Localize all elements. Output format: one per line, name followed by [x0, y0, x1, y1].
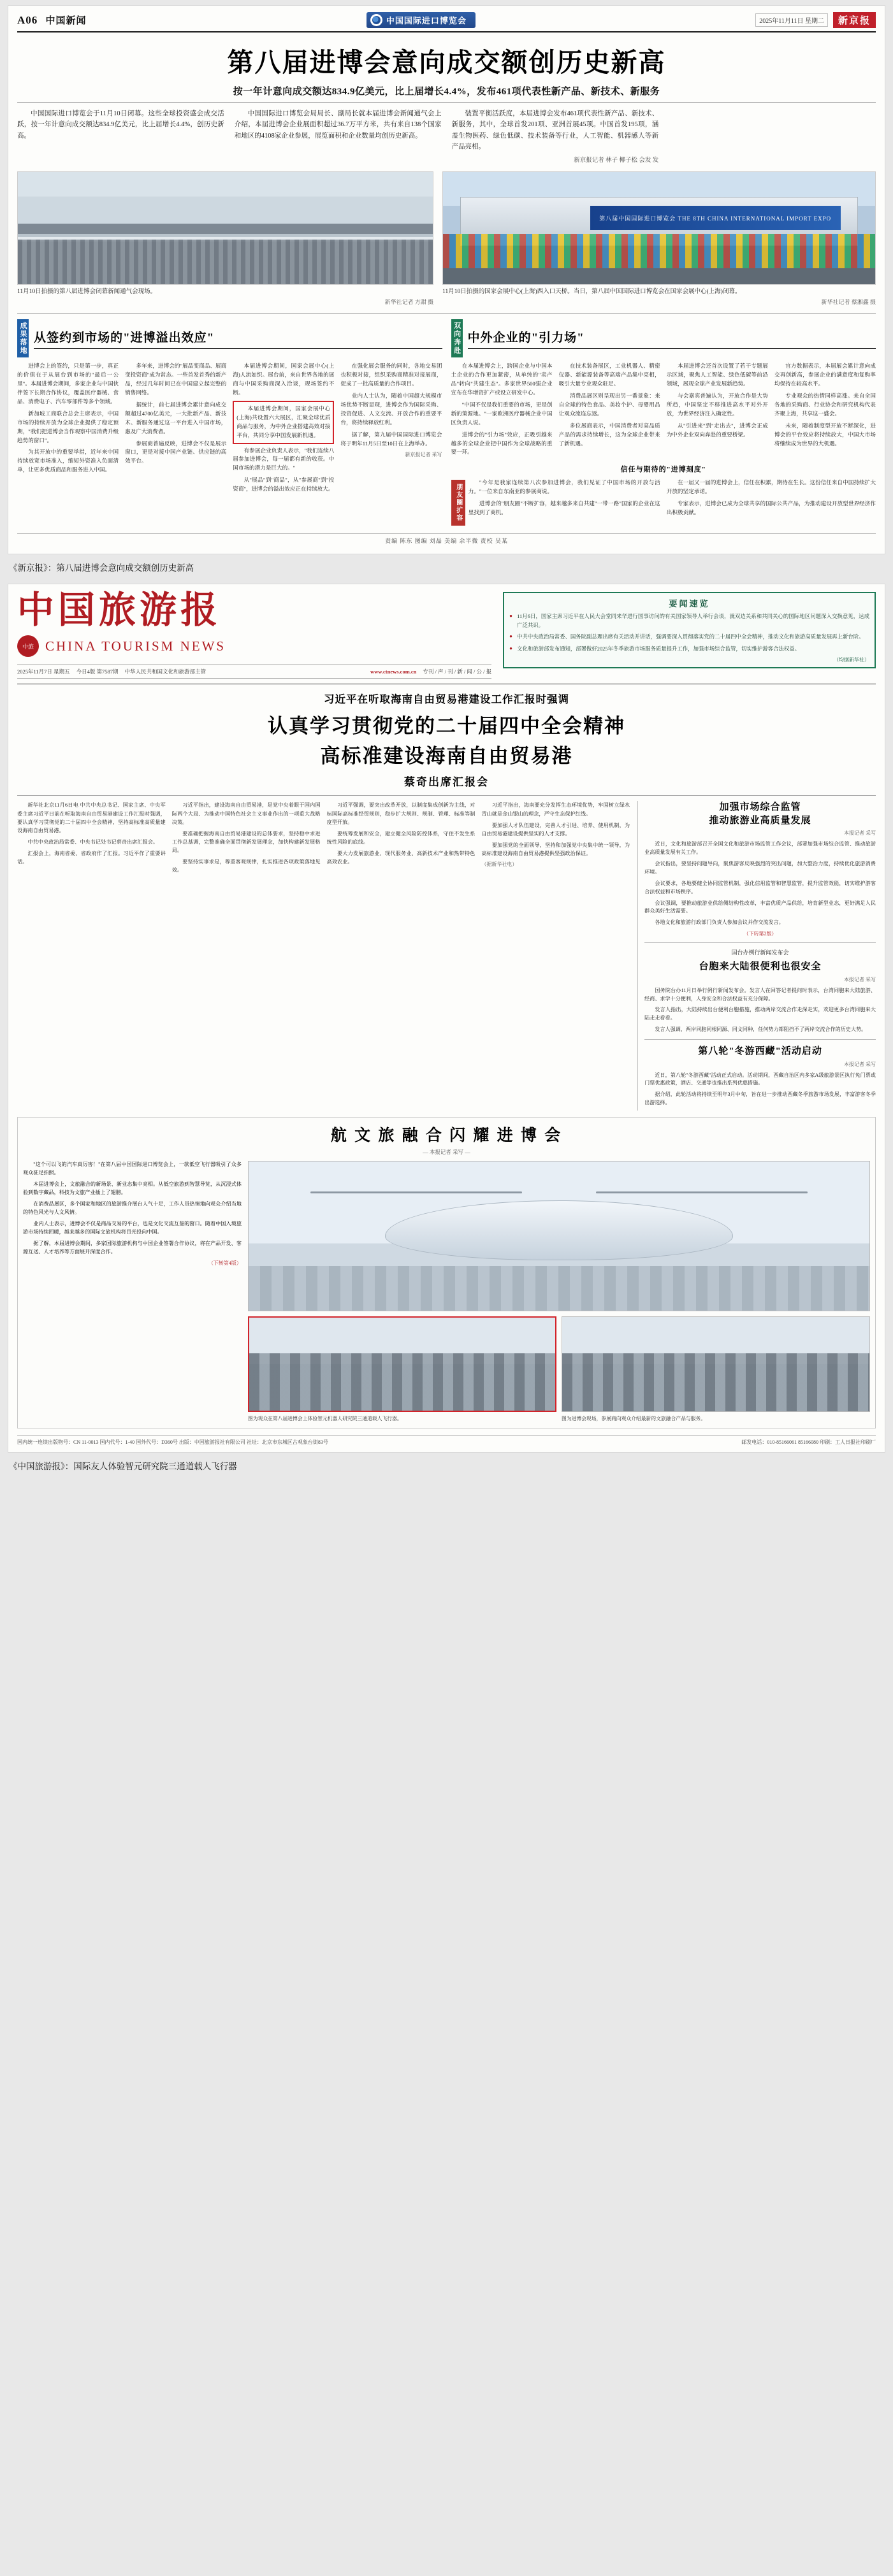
paper1-photo-block-press-conference	[17, 171, 433, 306]
newspaper-page-collection	[0, 5, 893, 1472]
paper1-external-caption: 《新京报》：第八届进博会意向成交额创历史新高	[9, 563, 194, 573]
section-column	[774, 362, 876, 460]
paper1-lead-byline: 新京报记者 林子 椰子松 会发 发	[574, 157, 659, 164]
sidebar-article-market-supervision	[644, 801, 876, 937]
divider	[644, 942, 876, 943]
paper1-lead-para: 装置平衡活跃度，本届进博会发布461项代表性新产品、新技术、新服务，其中，全球首发201项、亚洲首展45项。中国首发195项，涵盖生物医药、绿色低碳、技术装备等行业，人工智能、机器感人等新产品亮相。	[451, 110, 659, 150]
paper1-headline: 第八届进博会意向成交额创历史新高	[227, 48, 666, 77]
body-para: 在本届进博会上，跨国企业与中国本土企业的合作更加紧密，从单纯的"卖产品"转向"共建生态"。多家世界500强企业宣布在华增资扩产或设立研发中心。	[451, 363, 553, 396]
body-para: 官方数据表示，本届展会累计意向成交再创新高，参展企业的满意度和复购率均保持在较高水平。	[774, 363, 876, 387]
body-para: 专业观众的热情同样高涨。来自全国各地的采购商、行业协会和研究机构代表齐聚上海，共享这一盛会。	[774, 392, 876, 417]
section-heading-mutual: 中外企业的"引力场"	[468, 328, 876, 349]
section-heading-results: 从签约到市场的"进博溢出效应"	[34, 328, 442, 349]
body-para: 要加强党的全面领导，坚持和加强党中央集中统一领导，为高标准建设海南自由贸易港提供坚强政治保证。	[481, 842, 630, 857]
body-para: 有参展企业负责人表示，"我们连续八届参加进博会，每一届都有新的收获。中国市场的潜力是巨大的。"	[233, 447, 335, 471]
colophon-left: 国内统一连续出版物号：CN 11-0013 国内代号：1-40 国外代号：D360号 出版：中国旅游报社有限公司 社址：北京市东城区古观象台街83号	[17, 1439, 328, 1445]
photo-credit: 新华社记者 方甜 摄	[384, 299, 434, 306]
body-para: 从"展品"到"商品"，从"参展商"到"投资商"，进博会的溢出效应正在持续放大。	[233, 477, 335, 493]
section-tag-mutual: 双向奔赴	[451, 319, 463, 357]
paper2-body-column	[17, 801, 166, 877]
paper2-body-column	[327, 801, 476, 877]
paper2-info-line	[17, 665, 491, 679]
body-para: 多年来，进博会的"展品变商品、展商变投资商"成为常态。一些首发首秀的新产品，经过几年时间已在中国建立起完整的销售网络。	[125, 363, 227, 396]
paper2-issue: 今日4版 第7587期	[76, 668, 119, 675]
body-para: 要大力发展旅游业、现代服务业、高新技术产业和热带特色高效农业。	[326, 851, 476, 865]
body-para: 未来，随着制度型开放不断深化，进博会的平台效应将持续放大，中国大市场将继续成为世界的大机遇。	[774, 422, 876, 447]
section-sub-column	[667, 479, 876, 527]
body-para: 习近平指出，建设海南自由贸易港，是党中央着眼于国内国际两个大局、为推动中国特色社会主义事业作出的一项重大战略决策。	[171, 802, 321, 825]
paper2-headline-block	[17, 684, 876, 789]
news-brief-item: ● 11月6日，国家主席习近平在人民大会堂同来华进行国事访问的有关国家领导人举行会谈，就双边关系和共同关心的国际地区问题深入交换意见，达成广泛共识。	[509, 612, 869, 630]
paper1-lead-column-empty	[669, 108, 876, 166]
body-para: 近日，第八轮"冬游西藏"活动正式启动。活动期间，西藏自治区内多家A级旅游景区执行免门票或门票优惠政策，酒店、交通等也推出系列优惠措施。	[644, 1072, 876, 1086]
paper1-section-row	[17, 313, 876, 527]
paper2-body-credit: （据新华社电）	[481, 861, 518, 868]
body-para: 发言人指出，大陆持续出台便利台胞措施，推动两岸交流合作走深走实，欢迎更多台湾同胞来大陆走走看看。	[644, 1007, 876, 1021]
section-column	[559, 362, 660, 460]
paper1-folio	[17, 13, 87, 27]
photo-expo-exterior	[442, 171, 876, 285]
section-subheading-trust: 信任与期待的"进博刻度"	[620, 466, 706, 474]
body-para: "今年是我家连续第八次参加进博会，我们见证了中国市场的开放与活力。"一位来自东南亚的参展商说。	[468, 479, 660, 495]
paper2-kicker: 习近平在听取海南自由贸易港建设工作汇报时强调	[324, 693, 569, 706]
news-brief-item: ● 中共中央政治局常委、国务院副总理出席有关活动并讲话，强调要深入贯彻落实党的二十届四中全会精神，推动文化和旅游高质量发展再上新台阶。	[509, 633, 869, 641]
photo-caption: 11月10日拍摄的国家会展中心(上海)西入口天桥。当日，第八届中国国际进口博览会在国家会展中心(上海)闭幕。	[442, 288, 741, 295]
paper2-headline-line2: 高标准建设海南自由贸易港	[320, 745, 573, 768]
paper2-masthead-row	[17, 589, 876, 679]
body-para: 会议强调，要推动旅游业供给侧结构性改革，丰富优质产品供给，培育新型业态，更好满足人民群众美好生活需要。	[644, 900, 876, 914]
paper1-footer-credits: 责编 陈东 图编 刘晶 美编 余半微 责校 吴某	[17, 533, 876, 545]
body-para: 要统筹发展和安全，建立健全风险防控体系，守住不发生系统性风险的底线。	[326, 830, 476, 845]
body-para: 据介绍，此轮活动将持续至明年3月中旬，旨在进一步推动西藏冬季旅游市场发展，丰富游客冬季出游选择。	[644, 1091, 876, 1106]
paper1-section-results	[17, 319, 442, 527]
body-para: 要准确把握海南自由贸易港建设的总体要求，坚持稳中求进工作总基调，完整准确全面贯彻新发展理念，加快构建新发展格局。	[171, 830, 321, 854]
feature-photo-row	[248, 1316, 870, 1412]
paper2-title-en-row	[17, 635, 491, 657]
section-column-highlighted	[233, 362, 334, 497]
body-para: 进博会上的签约，只是第一步，真正的价值在于从展台到市场的"最后一公里"。本届进博会期间，多家企业与中国伙伴签下长期合作协议，覆盖医疗器械、食品、消费电子、汽车零部件等多个领域。	[17, 363, 119, 405]
body-para: 近日，文化和旅游部召开全国文化和旅游市场监管工作会议，部署加强市场综合监管、推动旅游业高质量发展有关工作。	[644, 840, 876, 855]
paper1-lead-column	[17, 108, 224, 166]
paper2-subheadline: 蔡奇出席汇报会	[404, 776, 489, 789]
body-para: 本届进博会还首次设置了若干专题展示区域，聚焦人工智能、绿色低碳等前沿领域，展现全球产业发展新趋势。	[666, 363, 768, 387]
photo-decor-rotor	[310, 1191, 521, 1193]
paper2-logo-area	[17, 589, 492, 679]
paper2-headline-line1: 认真学习贯彻党的二十届四中全会精神	[268, 715, 625, 738]
body-para: 为其开放中的重要举措，近年来中国持续放宽市场准入，缩短外资准入负面清单，让更多优质商品和服务进入中国。	[17, 449, 119, 473]
section-tag-results: 成果落地	[17, 319, 29, 357]
paper2-body-columns	[17, 801, 630, 877]
photo-decor-figures	[562, 1353, 869, 1412]
paper2-feature-article	[17, 1117, 876, 1428]
paper2-body-column	[172, 801, 321, 877]
body-para: 汇报会上，海南省委、省政府作了汇报。习近平作了重要讲话。	[17, 851, 166, 865]
body-para: 发言人强调，两岸同胞同根同源、同文同种，任何势力都阻挡不了两岸交流合作的历史大势。	[655, 1026, 867, 1033]
body-para: 与会嘉宾普遍认为，开放合作是大势所趋，中国坚定不移推进高水平对外开放，为世界经济注入确定性。	[666, 392, 768, 417]
colophon-right: 邮发电话：010-85166061 85166080 印刷：工人日报社印刷厂	[741, 1439, 876, 1445]
section-credit: 新京报记者 采写	[405, 452, 442, 458]
sidebar-article-title-line2: 推动旅游业高质量发展	[709, 815, 811, 826]
body-para: 业内人士认为，随着中国超大规模市场优势不断显现，进博会作为国际采购、投资促进、人文交流、开放合作的重要平台，将持续释放红利。	[340, 392, 442, 426]
section-columns	[451, 362, 876, 460]
body-para: 在技术装备展区，工业机器人、精密仪器、新能源装备等高端产品集中亮相，吸引大量专业观众驻足。	[558, 363, 660, 387]
newspaper-china-tourism-news	[8, 584, 885, 1453]
paper2-body-column	[481, 801, 630, 877]
photo-caption: 图为观众在第八届进博会上体验智元机器人研究院三通道载人飞行器。	[247, 1416, 402, 1422]
photo-decor-strip	[18, 224, 433, 234]
sidebar-article-taiwan-affairs	[644, 948, 876, 1034]
body-para: 从"引进来"到"走出去"，进博会正成为中外企业双向奔赴的重要桥梁。	[666, 422, 768, 438]
highlight-box-text: 本届进博会期间，国家会展中心(上海)共设置六大展区，汇聚全球优质商品与服务，为中外企业搭建高效对接平台，共同分享中国发展新机遇。	[236, 405, 331, 438]
feature-photo-group	[248, 1161, 870, 1423]
paper1-section-mutual	[451, 319, 876, 527]
body-para: 据统计，前七届进博会累计意向成交额超过4700亿美元，一大批新产品、新技术、新服务通过这一平台进入中国市场，惠及广大消费者。	[125, 401, 227, 435]
sidebar-article-body	[644, 1072, 876, 1108]
paper1-date: 2025年11月11日 星期二	[755, 13, 828, 27]
body-para: 在强化展会服务的同时，各地交易团也积极对接，组织采购商精准对接展商，促成了一批高质量的合作项目。	[340, 363, 442, 387]
paper2-news-brief-box	[503, 592, 876, 668]
body-para: 业内人士表示，进博会不仅是商品交易的平台，也是文化交流互鉴的窗口。随着中国入境旅游市场持续回暖，越来越多的国际文旅机构将目光投向中国。	[23, 1220, 242, 1235]
body-para: 习近平强调，要突出改革开放，以制度集成创新为主线，对标国际高标准经贸规则，稳步扩大规则、规制、管理、标准等制度型开放。	[326, 802, 476, 825]
body-para: 据了解，本届进博会期间，多家国际旅游机构与中国企业签署合作协议，将在产品开发、客源互送、人才培养等方面展开深度合作。	[23, 1240, 242, 1255]
feature-body	[23, 1161, 870, 1423]
body-para: 国务院台办11月日举行例行新闻发布会。发言人在回答记者提问时表示，台湾同胞来大陆旅游、经商、求学十分便利，人身安全和合法权益有充分保障。	[644, 987, 876, 1002]
sidebar-article-winter-tibet	[644, 1045, 876, 1107]
paper1-photo-block-expo-exterior	[442, 171, 876, 306]
paper2-left-body	[17, 801, 630, 1111]
body-para: 要加强人才队伍建设，完善人才引进、培养、使用机制，为自由贸易港建设提供坚实的人才支撑。	[481, 822, 630, 837]
photo-caption: 11月10日拍摄的第八届进博会闭幕新闻通气会现场。	[17, 288, 157, 295]
photo-exhibitor-presentation	[562, 1316, 870, 1412]
paper1-masthead: 新京报	[833, 12, 876, 28]
sidebar-article-kicker: 国台办例行新闻发布会	[731, 949, 789, 956]
sidebar-article-title-line1: 加强市场综合监管	[719, 802, 801, 813]
section-column	[125, 362, 226, 497]
sidebar-article-credit: 本报记者 采写	[844, 976, 876, 982]
paper2-publisher: 中华人民共和国文化和旅游部主管	[124, 668, 206, 675]
photo-evtol-aircraft	[248, 1161, 870, 1311]
paper1-folio-number: A06	[17, 14, 38, 26]
body-para: 习近平指出，海南要充分发挥生态环境优势，牢固树立绿水青山就是金山银山的理念，严守生态保护红线。	[481, 802, 630, 817]
paper2-date: 2025年11月7日 星期五	[17, 668, 70, 675]
body-para: 参展商普遍反映，进博会不仅是展示窗口，更是对接中国产业链、供应链的高效平台。	[125, 440, 227, 464]
sidebar-article-body	[644, 840, 876, 927]
body-para: 在一届又一届的进博会上，信任在积累，期待在生长。这份信任来自中国持续扩大开放的坚定承诺。	[666, 479, 876, 495]
ciie-banner	[367, 12, 476, 28]
news-brief-credit: （均据新华社）	[834, 657, 869, 663]
divider	[644, 1039, 876, 1040]
photo-decor-flags	[443, 234, 875, 272]
body-para: 在消费品展区，多个国家和地区的旅游推介展台人气十足，工作人员热情地向观众介绍当地的特色风光与人文风情。	[23, 1201, 242, 1215]
section-column	[17, 362, 119, 497]
ciie-logo-icon	[370, 14, 382, 26]
paper2-body-row	[17, 795, 876, 1111]
highlight-box-red	[233, 401, 334, 444]
section-title-row	[451, 319, 876, 357]
photo-decor-rotor	[596, 1191, 807, 1193]
body-para: "这个可以飞的汽车真厉害！"在第八届中国国际进口博览会上，一款低空飞行器吸引了众多观众驻足拍照。	[23, 1162, 242, 1176]
photo-credit: 新华社记者 蔡湘鑫 摄	[821, 299, 876, 306]
paper2-seal-icon: 中旅	[17, 635, 39, 657]
paper1-section-name: 中国新闻	[45, 16, 87, 26]
body-para: 新华社北京11月6日电 中共中央总书记、国家主席、中央军委主席习近平日前在听取海南自由贸易港建设工作汇报时强调，要认真学习贯彻党的二十届四中全会精神，坚持高标准高质量建设海南自由贸易港。	[17, 802, 166, 833]
photo-press-conference	[17, 171, 433, 285]
feature-text-column	[23, 1161, 242, 1423]
body-para: 进博会的"引力场"效应，正吸引越来越多的全球企业把中国作为全球战略的重要一环。	[451, 431, 553, 456]
sidebar-article-credit: 本报记者 采写	[844, 1061, 876, 1067]
body-para: 进博会的"朋友圈"不断扩容，越来越多来自共建"一带一路"国家的企业在这里找到了商机。	[468, 500, 660, 516]
paper2-external-caption: 《中国旅游报》：国际友人体验智元研究院三通道载人飞行器	[9, 1461, 237, 1471]
section-column	[667, 362, 768, 460]
news-brief-title: 要闻速览	[669, 599, 710, 609]
section-sub-columns	[451, 479, 876, 527]
photo-caption: 图为进博会现场，参展商向观众介绍最新的文旅融合产品与服务。	[561, 1416, 706, 1422]
sidebar-continued-link[interactable]: （下转第2版）	[743, 931, 777, 937]
body-para: "中国不仅是我们重要的市场，更是创新的策源地。"一家欧洲医疗器械企业中国区负责人说。	[451, 401, 553, 426]
paper2-colophon	[17, 1435, 876, 1446]
paper1-lead-block	[17, 108, 876, 166]
section-column	[340, 362, 442, 497]
body-para: 会议要求，各地要健全协同监管机制，强化信用监管和智慧监管，提升监管效能，切实维护游客合法权益和市场秩序。	[644, 880, 876, 895]
body-para: 多位展商表示，中国消费者对高品质产品的需求持续增长，这为全球企业带来了新机遇。	[558, 422, 660, 447]
paper1-topbar-right	[755, 12, 876, 28]
paper2-right-rail	[637, 801, 876, 1111]
section-sub-column	[451, 479, 660, 527]
body-para: 据了解，第九届中国国际进口博览会将于明年11月5日至10日在上海举办。	[340, 431, 442, 447]
paper1-lead-column	[452, 108, 659, 166]
body-para: 新加坡工商联合总会主席表示，中国市场的持续开放为全球企业提供了稳定预期，"我们把进博会当作观察中国消费升级趋势的窗口"。	[17, 410, 119, 443]
photo-decor-ground	[443, 268, 875, 284]
newspaper-beijing-news	[8, 5, 885, 554]
paper2-website-link[interactable]: www.ctnews.com.cn	[370, 668, 417, 675]
news-brief-item: ● 文化和旅游部发布通知，部署做好2025年冬季旅游市场服务质量提升工作，加强市场综合监管，切实维护游客合法权益。	[509, 645, 869, 653]
body-para: 会议指出，要坚持问题导向，聚焦游客反映强烈的突出问题，加大整治力度，持续优化旅游消费环境。	[644, 860, 876, 875]
section-vertical-tag-friends: 朋友圈扩容	[451, 480, 465, 526]
body-para: 消费品展区则呈现出另一番景象：来自全球的特色食品、美妆个护、母婴用品让观众流连忘返。	[558, 392, 660, 417]
photo-decor-crowd	[18, 240, 433, 284]
body-para: 本届进博会上，文旅融合的新场景、新业态集中亮相。从低空旅游到智慧导览，从沉浸式体验到数字藏品，科技为文旅产业插上了翅膀。	[23, 1181, 242, 1196]
feature-credit: — 本报记者 采写 —	[423, 1149, 470, 1156]
body-para: 各地文化和旅游行政部门负责人参加会议并作交流发言。	[655, 919, 784, 926]
paper1-lead-para: 中国国际进口博览会局局长、副局长就本届进博会新闻通气会上介绍，本届进博会企业展面积超过36.7万平方米，共有来自138个国家和地区的4108家企业参展，展览面积和企业数量均创历史新高。	[234, 110, 442, 140]
sidebar-article-title: 第八轮"冬游西藏"活动启动	[698, 1046, 822, 1057]
photo-expo-banner-text: 第八届中国国际进口博览会 THE 8TH CHINA INTERNATIONAL IMPORT EXPO	[590, 206, 841, 231]
paper1-photo-row	[17, 171, 876, 306]
paper1-subheadline: 按一年计意向成交额达834.9亿美元，比上届增长4.4%，发布461项代表性新产品、新技术、新服务	[17, 84, 876, 103]
section-columns	[17, 362, 442, 497]
sidebar-article-title: 台胞来大陆很便利也很安全	[699, 961, 822, 972]
feature-photo-captions	[248, 1415, 870, 1423]
feature-continued-link[interactable]: （下转第4版）	[208, 1260, 242, 1266]
photo-visitors-experience	[248, 1316, 556, 1412]
body-para: 要坚持实事求是，尊重客观规律，扎实推进各项政策落地见效。	[171, 859, 321, 874]
section-column	[451, 362, 553, 460]
section-title-row	[17, 319, 442, 357]
paper2-title-cn: 中国旅游报	[17, 589, 222, 631]
paper1-topbar	[17, 12, 876, 32]
paper2-tagline: 专刊 / 声 / 刊 / 新 / 闻 / 公 / 报	[423, 668, 492, 675]
sidebar-article-body	[644, 987, 876, 1035]
paper1-lead-column	[235, 108, 442, 166]
photo-decor-aircraft-body	[385, 1200, 732, 1260]
photo-decor-figures	[249, 1353, 555, 1411]
ciie-banner-label: 中国国际进口博览会	[386, 16, 467, 25]
sidebar-article-credit: 本报记者 采写	[844, 830, 876, 836]
paper1-lead-para: 中国国际进口博览会于11月10日闭幕。这些全球投资盛会成交活跃，按一年计意向成交额达834.9亿美元，比上届增长4.4%，创历史新高。	[17, 110, 224, 140]
body-para: 本届进博会期间，国家会展中心(上海)人流如织。展台前，来自世界各地的展商与中国采购商深入洽谈，现场签约不断。	[233, 363, 335, 396]
body-para: 中共中央政治局常委、中央书记处书记蔡奇出席汇报会。	[27, 838, 159, 845]
feature-title: 航 文 旅 融 合 闪 耀 进 博 会	[330, 1127, 563, 1145]
photo-decor-booth	[249, 1266, 869, 1311]
paper2-title-en: CHINA TOURISM NEWS	[45, 638, 226, 654]
body-para: 专家表示，进博会已成为全球共享的国际公共产品，为推动建设开放型世界经济作出积极贡献。	[666, 500, 876, 516]
